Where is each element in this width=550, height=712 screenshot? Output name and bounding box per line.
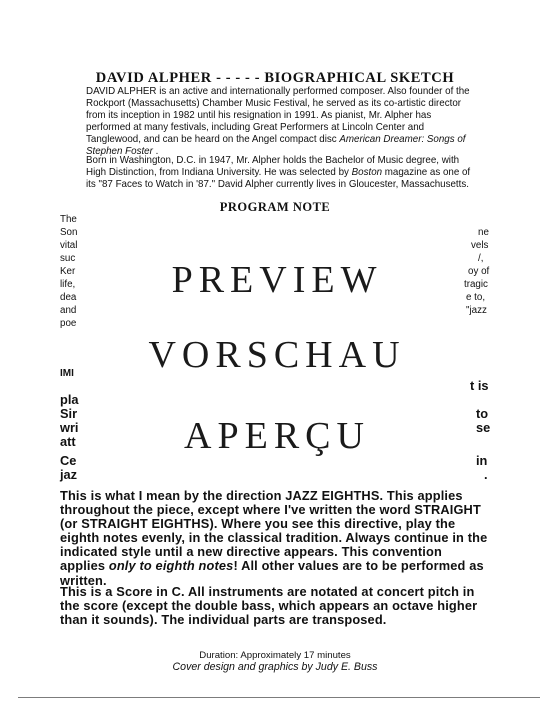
fragment-right: tragic — [464, 279, 488, 290]
fragment-bold-left: Ce — [60, 453, 77, 468]
fragment-left: The — [60, 214, 77, 225]
page-bottom-rule — [18, 697, 540, 698]
fragment-left: Ker — [60, 266, 76, 277]
fragment-left: poe — [60, 318, 77, 329]
cover-credits: Cover design and graphics by Judy E. Buss — [172, 661, 378, 673]
fragment-bold-left: pla — [60, 392, 79, 407]
fragment-bold-left: Sir — [60, 406, 78, 421]
watermark-line-apercu: APERÇU — [184, 415, 370, 457]
fragment-right: e to, — [466, 292, 486, 303]
fragment-bold-right: . — [484, 467, 488, 482]
fragment-bold-right: t is — [470, 378, 489, 393]
fragment-right: oy of — [468, 266, 490, 277]
emphasis-text: only to eighth notes — [108, 558, 234, 574]
magazine-name: Boston — [351, 167, 383, 179]
fragment-left: Son — [60, 227, 78, 238]
fragment-bold-right: to — [476, 406, 489, 421]
fragment-bold-left: wri — [60, 420, 79, 435]
fragment-bold-right: in — [476, 453, 488, 468]
fragment-left: dea — [60, 292, 77, 303]
duration-line: Duration: Approximately 17 minutes — [199, 650, 351, 661]
fragment-left: life, — [60, 279, 76, 290]
biography-paragraph-2: Born in Washington, D.C. in 1947, Mr. Alpher holds the Bachelor of Music degree, with High Distinction, from Indiana University. He was selected by Boston magazine as one of its "87 Faces to Watch in '87." David Alpher currently lives in Gloucester, Massachusetts. — [86, 155, 471, 191]
fragment-right: ne — [478, 227, 489, 238]
fragment-bold-left: jaz — [60, 467, 78, 482]
biography-paragraph-1: DAVID ALPHER is an active and internationally performed composer. Also founder of the Rockport (Massachusetts) Chamber Music Festival, he served as its co-artistic director from its inception in 1982 until his resignation in 1991. As pianist, Mr. Alpher has performed at many festivals, including Great Performers at Lincoln Center and Tanglewood, and can be heard on the Angel compact disc American Dreamer: Songs of Stephen Foster . — [86, 86, 470, 158]
fragment-right: /, — [478, 253, 484, 264]
fragment-left: and — [60, 305, 77, 316]
program-note-heading: PROGRAM NOTE — [219, 200, 331, 214]
fragment-left: suc — [60, 253, 76, 264]
fragment-right: "jazz — [466, 305, 487, 316]
watermark-line-vorschau: VORSCHAU — [148, 334, 406, 376]
program-note-paragraph-jazz-eighths: This is what I mean by the direction JAZZ EIGHTHS. This applies throughout the piece, except where I've written the word STRAIGHT (or STRAIGHT EIGHTHS). Where you see this directive, play the eighth notes evenly, in the classical tradition. Always continue in the indicated style until a new directive appears. This convention applies only to eighth notes! All other values are to be performed as written. — [60, 488, 488, 588]
fragment-bold-right: se — [476, 420, 491, 435]
fragment-bold-left: IMI — [60, 368, 74, 379]
album-title: American Dreamer: Songs of Stephen Foster — [86, 134, 466, 158]
preview-watermark — [107, 218, 447, 482]
biography-heading: DAVID ALPHER - - - - - BIOGRAPHICAL SKETCH — [95, 70, 455, 86]
program-note-paragraph-score: This is a Score in C. All instruments are notated at concert pitch in the score (except the double bass, which appears an octave higher than it sounds). The individual parts are transposed. — [60, 584, 478, 628]
fragment-bold-left: att — [60, 434, 76, 449]
fragment-right: vels — [471, 240, 489, 251]
watermark-line-preview: PREVIEW — [171, 259, 383, 301]
fragment-left: vital — [60, 240, 78, 251]
